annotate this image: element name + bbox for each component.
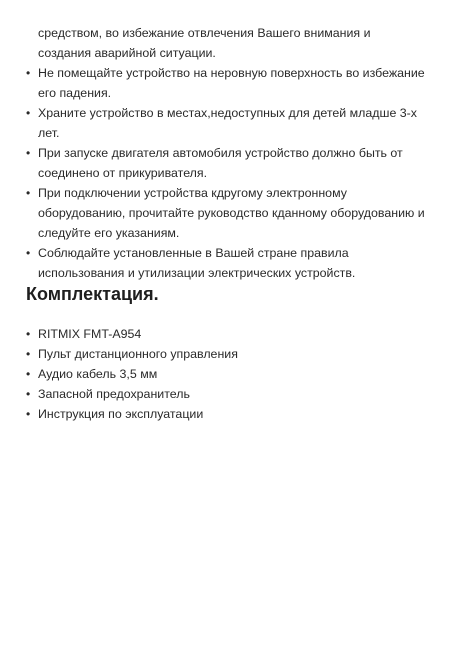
list-item-text: Аудио кабель 3,5 мм (38, 367, 158, 381)
list-item (26, 243, 426, 283)
bullet-icon: • (26, 367, 31, 381)
list-item-text: При запуске двигателя автомобиля устройство должно быть от соединено от прикуривателя. (38, 146, 403, 180)
list-item-text: Храните устройство в местах,недоступных для детей младше 3-х лет. (38, 106, 418, 140)
list-item-text: RITMIX FMT-A954 (38, 327, 142, 341)
list-item-text: Запасной предохранитель (38, 387, 190, 401)
list-item-text: Пульт дистанционного управления (38, 347, 238, 361)
bullet-icon: • (26, 186, 31, 200)
list-item (26, 404, 426, 424)
list-item (26, 63, 426, 103)
bullet-icon: • (26, 387, 31, 401)
list-item-text: При подключении устройства кдругому электронному оборудованию, прочитайте руководство кданному оборудованию и следуйте его указаниям. (38, 186, 425, 240)
safety-instructions-list (26, 63, 426, 283)
list-item (26, 103, 426, 143)
list-item (26, 143, 426, 183)
continued-paragraph: средством, во избежание отвлечения Вашего внимания и создания аварийной ситуации. (38, 26, 371, 60)
list-item (26, 183, 426, 243)
list-item-text: Инструкция по эксплуатации (38, 407, 204, 421)
package-contents-list (26, 324, 426, 424)
bullet-icon: • (26, 146, 31, 160)
list-item (26, 344, 426, 364)
list-item-text: Не помещайте устройство на неровную поверхность во избежание его падения. (38, 66, 425, 100)
list-item (26, 364, 426, 384)
bullet-icon: • (26, 407, 31, 421)
bullet-icon: • (26, 246, 31, 260)
bullet-icon: • (26, 66, 31, 80)
bullet-icon: • (26, 347, 31, 361)
list-item (26, 384, 426, 404)
bullet-icon: • (26, 106, 31, 120)
section-title: Комплектация. (26, 284, 159, 304)
list-item (26, 324, 426, 344)
bullet-icon: • (26, 327, 31, 341)
list-item-text: Соблюдайте установленные в Вашей стране правила использования и утилизации электрических устройств. (38, 246, 356, 280)
